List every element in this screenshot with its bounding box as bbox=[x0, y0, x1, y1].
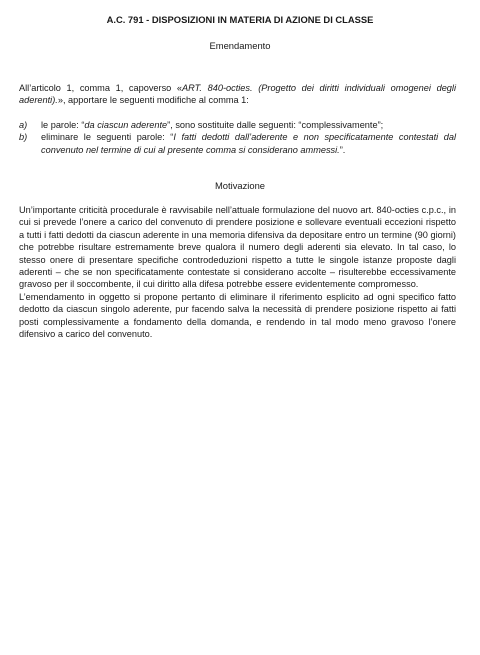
amendment-item-a bbox=[19, 119, 456, 131]
document-title: A.C. 791 - DISPOSIZIONI IN MATERIA DI AZIONE DI CLASSE bbox=[106, 14, 374, 25]
amendment-marker: a) bbox=[19, 120, 28, 130]
motivation-paragraph: Un’importante criticità procedurale è ravvisabile nell’attuale formulazione del nuovo art. 840-octies c.p.c., in cui si prevede l’onere a carico del convenuto di prendere posizione e sollevare eventuali eccezioni rispetto a tutti i fatti dedotti da ciascun aderente in una memoria difensiva da depositare entro un termine (90 giorni) che potrebbe risultare estremamente breve qualora il numero degli aderenti sia elevato. In tal caso, lo stesso onere di presentare specifiche controdeduzioni rispetto a tutte le singole istanze proposte dagli aderenti – che se non specificatamente contestate si considerano accolte – risulterebbe eccessivamente gravoso per il soccombente, il cui diritto alla difesa potrebbe essere evidentemente compromesso. bbox=[19, 205, 456, 290]
amendment-text-before: eliminare le seguenti parole: “ bbox=[41, 132, 174, 143]
amendment-text-before: le parole: “ bbox=[41, 120, 85, 130]
amendment-item-b bbox=[19, 131, 456, 156]
intro-prefix: All’articolo 1, comma 1, capoverso « bbox=[19, 83, 183, 93]
amendment-text-after: ”, sono sostituite dalle seguenti: “complessivamente”; bbox=[167, 120, 384, 130]
amendment-marker: b) bbox=[19, 132, 28, 143]
amendment-list bbox=[19, 119, 456, 156]
motivation-heading: Motivazione bbox=[214, 180, 266, 191]
amendment-quoted-text: I fatti dedotti dall’aderente e non specificatamente contestati dal convenuto nel termine di cui al presente comma si considerano ammessi. bbox=[41, 132, 456, 155]
motivation-paragraph: L’emendamento in oggetto si propone pertanto di eliminare il riferimento esplicito ad ogni specifico fatto dedotto da ciascun singolo aderente, pur facendo salva la necessità di prendere posizione rispetto ai fatti posti complessivamente a fondamento della domanda, e rendendo in tal modo meno gravoso l’onere difensivo a carico del convenuto. bbox=[19, 291, 456, 340]
document-subtitle: Emendamento bbox=[209, 40, 271, 51]
intro-suffix: », apportare le seguenti modifiche al comma 1: bbox=[57, 95, 249, 106]
amendment-quoted-text: da ciascun aderente bbox=[84, 120, 168, 130]
intro-article-reference: ART. 840-octies. (Progetto dei diritti individuali omogenei degli aderenti). bbox=[19, 83, 456, 106]
intro-paragraph bbox=[19, 82, 456, 107]
amendment-text-after: ”. bbox=[339, 144, 346, 155]
motivation-body bbox=[19, 204, 456, 340]
